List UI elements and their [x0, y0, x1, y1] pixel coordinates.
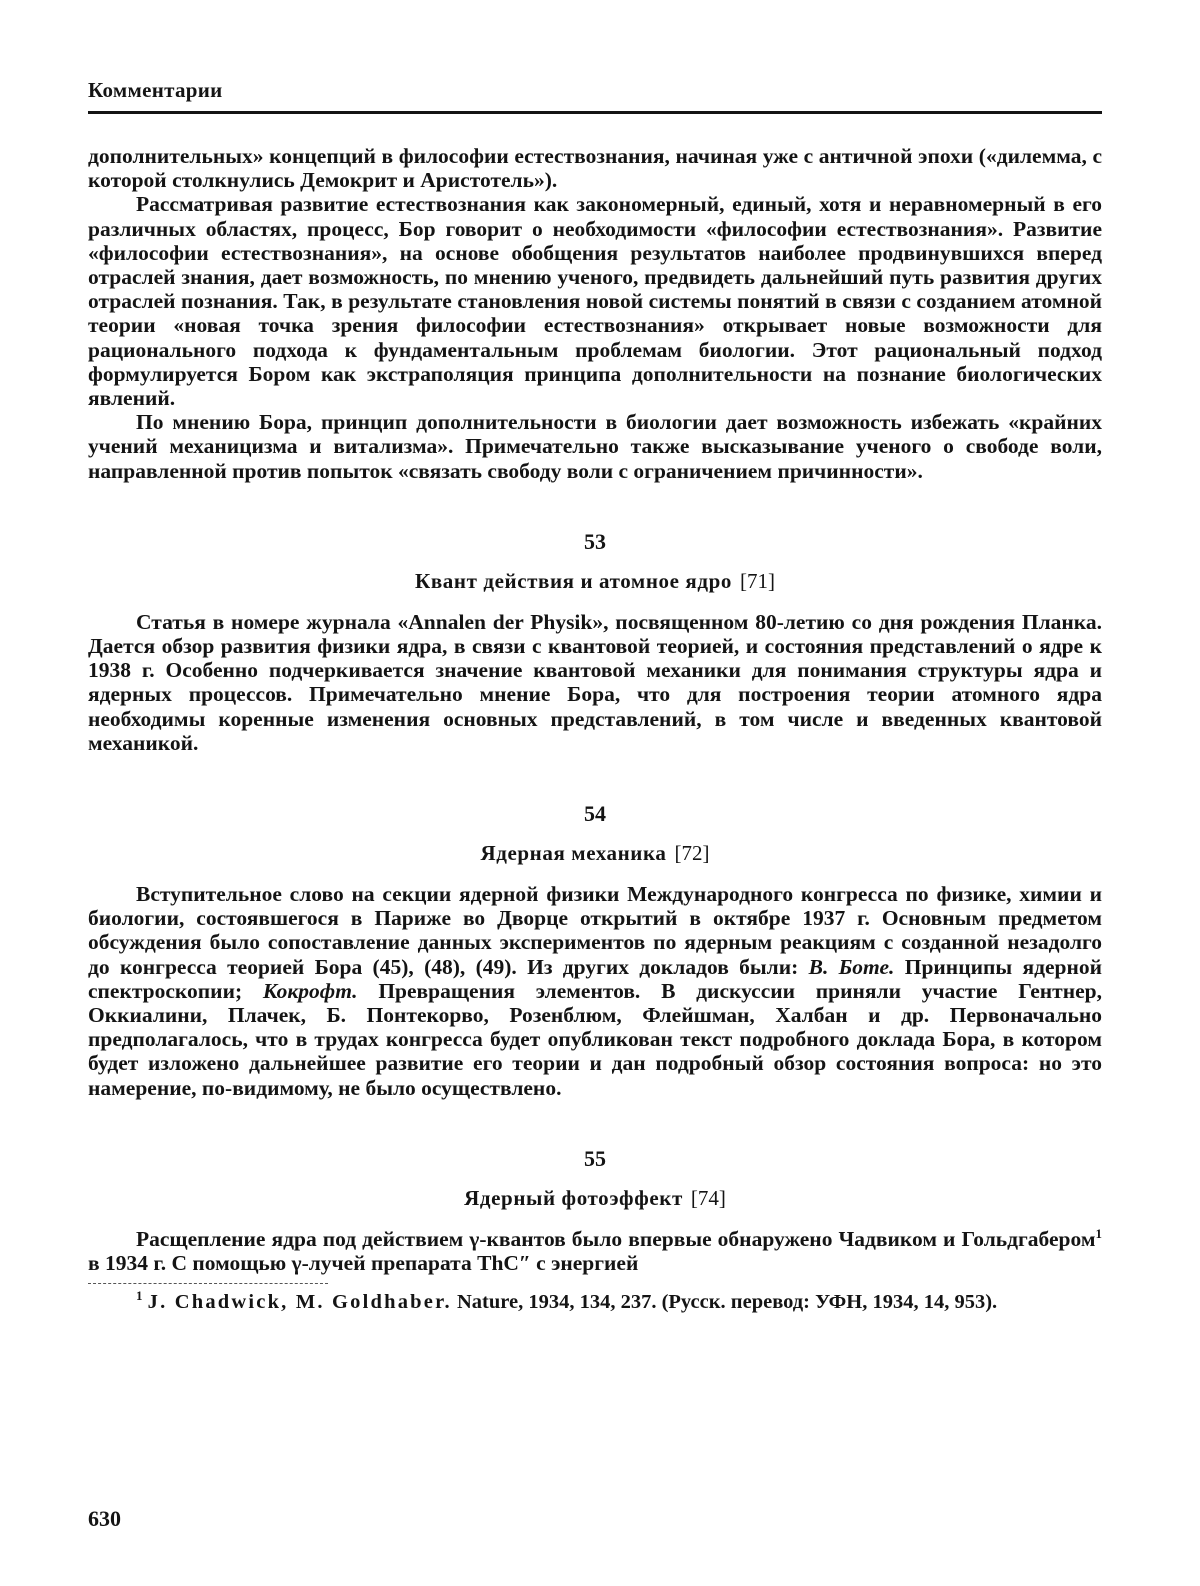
- author-name: Кокрофт.: [262, 978, 358, 1003]
- footnote-marker: 1: [1095, 1225, 1102, 1241]
- footnote-text: [88, 1290, 1102, 1314]
- paragraph: [88, 882, 1102, 1100]
- paragraph: дополнительных» концепций в философии естествознания, начиная уже с античной эпохи («дилемма, с которой столкнулись Демокрит и Аристотель»).: [88, 144, 1102, 193]
- page: [88, 78, 1102, 1314]
- section-title-text: Ядерная механика: [480, 841, 667, 866]
- running-head: Комментарии: [88, 78, 1102, 114]
- section-title: [88, 569, 1102, 594]
- section-54: [88, 801, 1102, 1100]
- section-55: [88, 1146, 1102, 1275]
- footnote: [88, 1290, 1102, 1314]
- footnote-mark: 1: [136, 1288, 143, 1304]
- paragraph-text: Принципы ядерной спектроскопии;: [88, 954, 1102, 1003]
- section-title: [88, 841, 1102, 866]
- paragraph: Статья в номере журнала «Annalen der Physik», посвященном 80-летию со дня рождения Планка. Дается обзор развития физики ядра, в связи с квантовой теорией, и состояния представлений о ядре к 1938 г. Особенно подчеркивается значение квантовой механики для понимания структуры ядра и ядерных процессов. Примечательно мнение Бора, что для построения теории атомного ядра необходимы коренные изменения основных представлений, в том числе и введенных квантовой механикой.: [88, 609, 1102, 755]
- section-ref: [71]: [739, 568, 775, 593]
- paragraph-text: Расщепление ядра под действием γ-квантов было впервые обнаружено Чадвиком и Гольдгабером: [136, 1226, 1096, 1251]
- page-number: 630: [88, 1506, 121, 1531]
- footnote-authors: J. Chadwick, M. Goldhaber.: [147, 1291, 452, 1314]
- section-number: 53: [584, 528, 606, 554]
- section-title: [88, 1186, 1102, 1211]
- section-53: [88, 529, 1102, 755]
- footnote-divider: [88, 1283, 328, 1284]
- paragraph: По мнению Бора, принцип дополнительности в биологии дает возможность избежать «крайних учений механицизма и витализма». Примечательно также высказывание ученого о свободе воли, направленной против попыток «связать свободу воли с ограничением причинности».: [88, 410, 1102, 483]
- author-name: В. Боте.: [808, 954, 895, 979]
- paragraph-text: Превращения элементов. В дискуссии приняли участие Гентнер, Оккиалини, Плачек, Б. Понтекорво, Розенблюм, Флейшман, Халбан и др. Первоначально предполагалось, что в трудах конгресса будет опубликован текст подробного доклада Бора, в котором будет изложено дальнейшее развитие его теории и дан подробный обзор состояния вопроса: но это намерение, по-видимому, не было осуществлено.: [88, 978, 1102, 1100]
- paragraph-text: в 1934 г. С помощью γ-лучей препарата ThC″ с энергией: [88, 1251, 639, 1276]
- footnote-citation: Nature, 1934, 134, 237. (Русск. перевод: УФН, 1934, 14, 953).: [451, 1291, 998, 1314]
- paragraph: Рассматривая развитие естествознания как закономерный, единый, хотя и неравномерный в его различных областях, процесс, Бор говорит о необходимости «философии естествознания». Развитие «философии естествознания», на основе обобщения результатов наиболее продвинувшихся вперед отраслей знания, дает возможность, по мнению ученого, предвидеть дальнейший путь развития других отраслей познания. Так, в результате становления новой системы понятий в связи с созданием атомной теории «новая точка зрения философии естествознания» открывает новые возможности для рационального подхода к фундаментальным проблемам биологии. Этот рациональный подход формулируется Бором как экстраполяция принципа дополнительности на познание биологических явлений.: [88, 192, 1102, 411]
- paragraph: [88, 1227, 1102, 1275]
- section-number: 54: [584, 801, 606, 827]
- section-ref: [72]: [674, 841, 710, 866]
- section-number: 55: [584, 1145, 606, 1171]
- paragraph-text: Вступительное слово на секции ядерной физики Международного конгресса по физике, химии и биологии, состоявшегося в Париже во Дворце открытий в октябре 1937 г. Основным предметом обсуждения было сопоставление данных экспериментов по ядерным реакциям с созданной незадолго до конгресса теорией Бора (45), (48), (49). Из других докладов были:: [88, 882, 1102, 979]
- intro-text: [88, 144, 1102, 483]
- section-title-text: Квант действия и атомное ядро: [415, 568, 732, 593]
- section-title-text: Ядерный фотоэффект: [464, 1185, 683, 1210]
- section-ref: [74]: [690, 1185, 726, 1210]
